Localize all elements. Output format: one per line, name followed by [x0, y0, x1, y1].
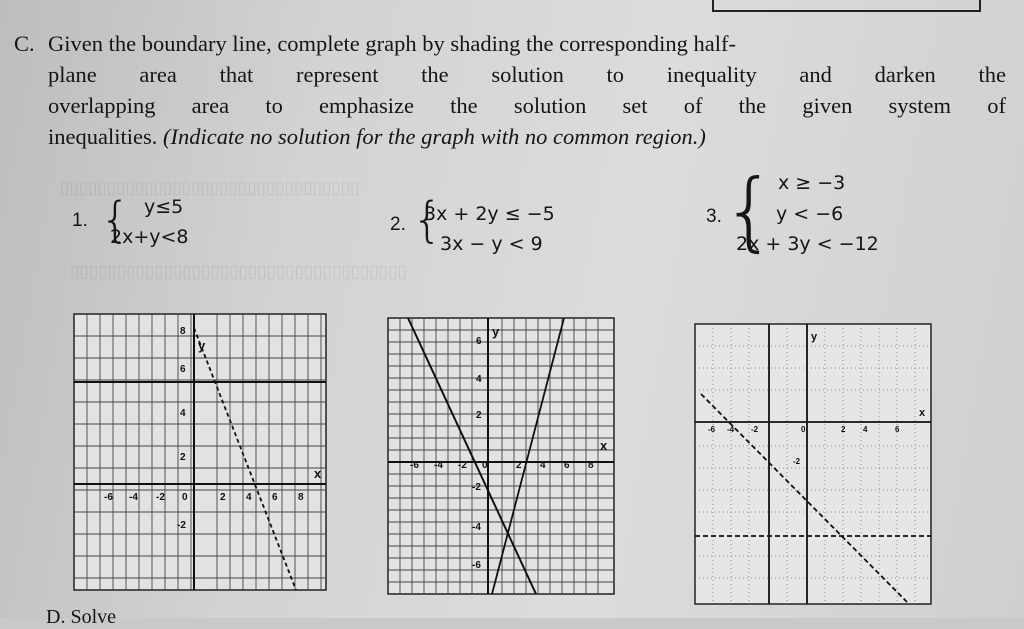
inequality: 3x − y < 9 — [440, 233, 543, 255]
x-tick-label: -2 — [458, 460, 467, 471]
graph-frame — [388, 318, 614, 594]
y-tick-label: 6 — [476, 336, 482, 347]
y-axis-label: y — [811, 331, 818, 343]
x-tick-label: 0 — [182, 492, 188, 503]
graph-frame — [695, 324, 931, 604]
graph-1 — [74, 314, 326, 590]
problem-number: 2. — [390, 214, 406, 235]
instruction-text: inequalities. — [48, 124, 158, 149]
x-tick-label: 2 — [220, 492, 226, 503]
x-tick-label: 6 — [564, 460, 570, 471]
graph-3 — [695, 324, 931, 604]
inequality: 2x+y<8 — [110, 226, 189, 248]
x-tick-label: -4 — [727, 425, 735, 434]
bleed-through-text: ▯▯▯▯▯▯▯▯▯▯▯▯▯▯▯▯▯▯▯▯▯▯▯▯▯▯▯▯▯▯▯▯▯▯▯▯ — [70, 262, 407, 281]
brace-icon: { — [412, 192, 443, 248]
x-tick-label: 4 — [246, 492, 252, 503]
x-tick-label: 0 — [482, 460, 488, 471]
brace-icon: { — [722, 161, 777, 261]
x-tick-label: 8 — [588, 460, 594, 471]
y-tick-label: 8 — [180, 326, 186, 337]
inequality: y < −6 — [776, 203, 844, 225]
y-tick-label: -2 — [472, 482, 481, 493]
y-tick-label: 2 — [476, 410, 482, 421]
inequality: 2x + 3y < −12 — [736, 233, 879, 255]
y-tick-label: -6 — [472, 560, 481, 571]
instruction-line: overlapping area to emphasize the solution set of the given system of — [48, 93, 1006, 118]
problem-number: 1. — [72, 210, 88, 231]
x-axis-label: x — [919, 407, 926, 419]
x-tick-label: 0 — [801, 425, 806, 434]
x-tick-label: 8 — [298, 492, 304, 503]
x-tick-label: 2 — [516, 460, 522, 471]
inequality: y≤5 — [144, 196, 184, 218]
x-tick-label: -6 — [104, 492, 113, 503]
x-tick-label: -6 — [410, 460, 419, 471]
y-tick-label: -4 — [472, 522, 481, 533]
x-tick-label: 6 — [895, 425, 900, 434]
graph-frame — [74, 314, 326, 590]
x-tick-label: -2 — [751, 425, 759, 434]
x-tick-label: 6 — [272, 492, 278, 503]
x-tick-label: -4 — [129, 492, 138, 503]
x-axis-label: x — [314, 466, 322, 481]
instruction-note: (Indicate no solution for the graph with no common region.) — [162, 124, 706, 149]
inequality: 3x + 2y ≤ −5 — [424, 203, 555, 225]
section-label: C. — [14, 31, 35, 56]
y-tick-label: -2 — [177, 520, 186, 531]
top-edge-box — [712, 0, 981, 12]
x-axis-label: x — [600, 438, 608, 453]
graph-2 — [388, 318, 614, 594]
instruction-line: plane area that represent the solution to inequality and darken the — [48, 62, 1006, 87]
next-section-fragment: D. Solve — [46, 606, 116, 628]
y-tick-label: 2 — [180, 452, 186, 463]
x-tick-label: -4 — [434, 460, 443, 471]
x-tick-label: 2 — [841, 425, 846, 434]
y-tick-label: -2 — [793, 457, 801, 466]
inequality: x ≥ −3 — [778, 172, 846, 194]
x-tick-label: 4 — [540, 460, 546, 471]
y-axis-label: y — [198, 338, 206, 353]
bleed-through-text: ▯▯▯▯▯▯▯▯▯▯▯▯▯▯▯▯▯▯▯▯▯▯▯▯▯▯▯▯▯▯▯▯ — [60, 178, 360, 197]
y-tick-label: 6 — [180, 364, 186, 375]
y-tick-label: 4 — [180, 408, 186, 419]
instruction-line: Given the boundary line, complete graph by shading the corresponding half- — [48, 31, 736, 56]
brace-icon: { — [100, 192, 131, 248]
x-tick-label: -6 — [708, 425, 716, 434]
x-tick-label: 4 — [863, 425, 868, 434]
instruction-line-last — [48, 121, 706, 152]
problem-number: 3. — [706, 206, 722, 227]
y-tick-label: 4 — [476, 374, 482, 385]
x-tick-label: -2 — [156, 492, 165, 503]
y-axis-label: y — [492, 324, 500, 339]
